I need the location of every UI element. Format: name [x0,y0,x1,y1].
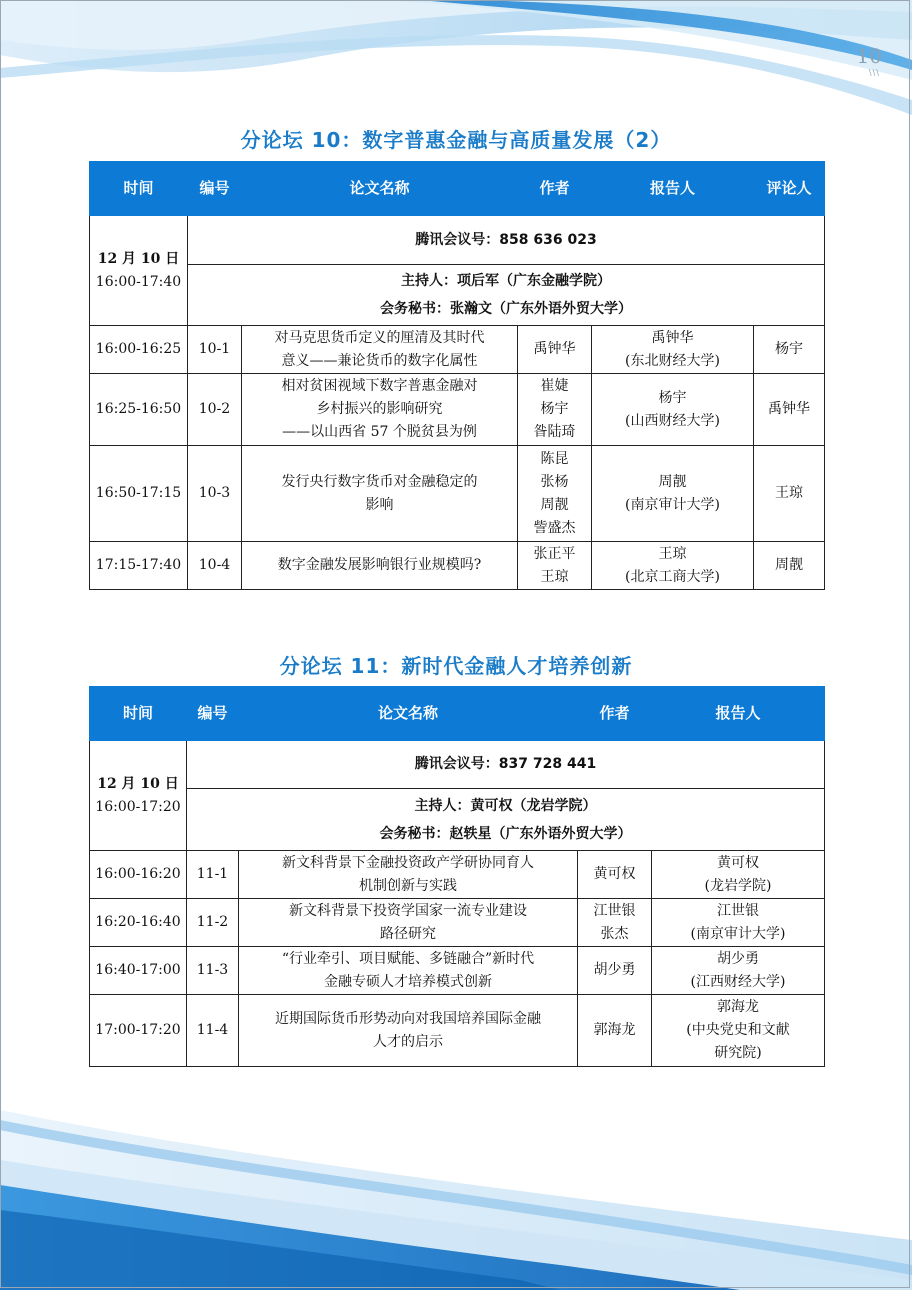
bottom-wave-decoration [0,1090,912,1290]
row-id: 10-1 [188,326,242,374]
top-wave-decoration [0,0,912,130]
forum11-table [89,686,825,1067]
row-presenter: 胡少勇 (江西财经大学) [652,947,825,995]
row-time: 16:00-16:20 [90,851,187,899]
table-row [90,899,825,947]
row-id: 11-4 [187,995,239,1067]
row-id: 10-2 [188,374,242,446]
session-time: 16:00-17:20 [95,798,181,815]
header-time: 时间 [90,162,188,216]
row-authors: 江世银 张杰 [578,899,652,947]
table-row [90,446,825,542]
session-host-info [187,789,825,851]
forum10-title: 分论坛 10：数字普惠金融与高质量发展（2） [240,128,672,152]
row-time: 17:00-17:20 [90,995,187,1067]
meeting-id: 腾讯会议号：858 636 023 [188,216,825,265]
row-id: 11-2 [187,899,239,947]
session-time: 16:00-17:40 [95,273,182,290]
row-presenter: 周靓 (南京审计大学) [592,446,754,542]
row-id: 11-3 [187,947,239,995]
row-presenter: 禹钟华 (东北财经大学) [592,326,754,374]
session-datetime [90,741,187,851]
header-id: 编号 [188,162,242,216]
row-title: 近期国际货币形势动向对我国培养国际金融 人才的启示 [239,995,578,1067]
row-time: 17:15-17:40 [90,542,188,590]
row-title: “行业牵引、项目赋能、多链融合”新时代 金融专硕人才培养模式创新 [239,947,578,995]
forum11-title: 分论坛 11：新时代金融人才培养创新 [279,654,633,678]
row-presenter: 郭海龙 (中央党史和文献 研究院) [652,995,825,1067]
table-row [90,851,825,899]
page-number-ornament: \\\ [868,68,880,77]
row-authors: 陈昆 张杨 周靓 訾盛杰 [518,446,592,542]
row-authors: 黄可权 [578,851,652,899]
header-title: 论文名称 [239,687,578,741]
row-time: 16:20-16:40 [90,899,187,947]
header-commenter: 评论人 [754,162,825,216]
session-secretary: 会务秘书：赵轶星（广东外语外贸大学） [379,825,632,842]
table-row [90,326,825,374]
row-title: 发行央行数字货币对金融稳定的 影响 [242,446,518,542]
row-authors: 张正平 王琼 [518,542,592,590]
row-authors: 禹钟华 [518,326,592,374]
row-commenter: 周靓 [754,542,825,590]
table-row [90,947,825,995]
row-id: 10-4 [188,542,242,590]
row-time: 16:00-16:25 [90,326,188,374]
row-authors: 崔婕 杨宇 昝陆琦 [518,374,592,446]
table-row [90,995,825,1067]
session-host: 主持人：黄可权（龙岩学院） [414,797,597,814]
row-presenter: 王琼 (北京工商大学) [592,542,754,590]
header-time: 时间 [90,687,187,741]
table-header-row [90,162,825,216]
header-id: 编号 [187,687,239,741]
session-host-info [188,265,825,326]
session-secretary: 会务秘书：张瀚文（广东外语外贸大学） [380,301,632,317]
row-title: 相对贫困视域下数字普惠金融对 乡村振兴的影响研究 ——以山西省 57 个脱贫县为例 [242,374,518,446]
row-id: 10-3 [188,446,242,542]
header-presenter: 报告人 [592,162,754,216]
table-row [90,542,825,590]
session-date: 12 月 10 日 [97,250,180,267]
row-title: 新文科背景下投资学国家一流专业建设 路径研究 [239,899,578,947]
session-datetime [90,216,188,326]
header-author: 作者 [518,162,592,216]
row-time: 16:25-16:50 [90,374,188,446]
page-number: 10 [856,44,882,68]
session-host: 主持人：项后军（广东金融学院） [401,273,611,289]
header-title: 论文名称 [242,162,518,216]
row-id: 11-1 [187,851,239,899]
row-time: 16:50-17:15 [90,446,188,542]
row-presenter: 黄可权 (龙岩学院) [652,851,825,899]
row-presenter: 江世银 (南京审计大学) [652,899,825,947]
row-authors: 胡少勇 [578,947,652,995]
table-row [90,374,825,446]
header-presenter: 报告人 [652,687,825,741]
row-commenter: 王琼 [754,446,825,542]
session-date: 12 月 10 日 [97,775,179,792]
row-commenter: 禹钟华 [754,374,825,446]
row-presenter: 杨宇 (山西财经大学) [592,374,754,446]
row-commenter: 杨宇 [754,326,825,374]
row-authors: 郭海龙 [578,995,652,1067]
row-title: 新文科背景下金融投资政产学研协同育人 机制创新与实践 [239,851,578,899]
table-header-row [90,687,825,741]
forum10-table [89,161,825,590]
header-author: 作者 [578,687,652,741]
row-title: 数字金融发展影响银行业规模吗? [242,542,518,590]
meeting-id: 腾讯会议号：837 728 441 [187,741,825,789]
row-title: 对马克思货币定义的厘清及其时代 意义——兼论货币的数字化属性 [242,326,518,374]
row-time: 16:40-17:00 [90,947,187,995]
